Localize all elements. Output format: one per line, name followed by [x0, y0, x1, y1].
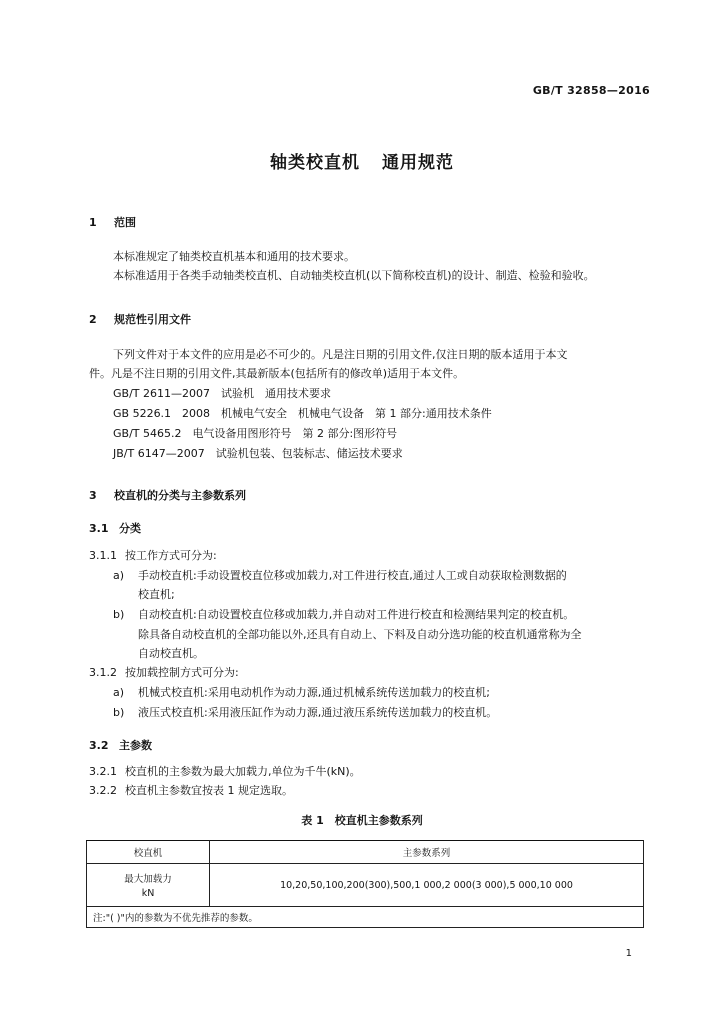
page-number: 1 [625, 948, 632, 959]
table-header-cell: 主参数系列 [210, 841, 644, 864]
row-label-line-1: 最大加载力 [124, 874, 172, 885]
row-values-cell: 10,20,50,100,200(300),500,1 000,2 000(3 000),5 000,10 000 [210, 864, 644, 907]
reference-item: GB 5226.1 2008 机械电气安全 机械电气设备 第 1 部分:通用技术条件 [113, 407, 492, 420]
table-header-cell: 校直机 [87, 841, 210, 864]
list-text: 液压式校直机:采用液压缸作为动力源,通过液压系统传送加载力的校直机。 [138, 706, 498, 719]
list-label: b) [113, 706, 125, 719]
standard-code: GB/T 32858—2016 [532, 84, 650, 97]
normative-paragraph-line-1: 下列文件对于本文件的应用是必不可少的。凡是注日期的引用文件,仅注日期的版本适用于本文 [113, 348, 568, 361]
table-note-row [87, 907, 644, 928]
list-label: a) [113, 569, 125, 582]
section-number: 1 [89, 216, 97, 229]
subsection-3-2-heading [89, 737, 152, 753]
list-label: b) [113, 608, 125, 621]
clause-number: 3.2.2 [89, 784, 117, 797]
table-header-row [87, 841, 644, 864]
clause-number: 3.1.2 [89, 666, 117, 679]
clause-text: 按加载控制方式可分为: [125, 666, 239, 679]
clause-text: 校直机主参数宜按表 1 规定选取。 [125, 784, 293, 797]
section-3-heading [89, 487, 246, 503]
document-title [0, 148, 724, 173]
row-label-line-2: kN [141, 888, 155, 899]
section-title: 范围 [114, 216, 136, 229]
clause-number: 3.1.1 [89, 549, 117, 562]
subsection-number: 3.2 [89, 739, 109, 752]
subsection-title: 主参数 [119, 739, 152, 752]
section-2-heading [89, 311, 191, 327]
list-item-b [113, 606, 574, 623]
section-number: 2 [89, 313, 97, 326]
title-part-1: 轴类校直机 [270, 153, 360, 173]
scope-paragraph-2: 本标准适用于各类手动轴类校直机、自动轴类校直机(以下简称校直机)的设计、制造、检验和验收。 [113, 269, 595, 282]
scope-paragraph-1: 本标准规定了轴类校直机基本和通用的技术要求。 [113, 250, 355, 263]
clause-3-1-2 [89, 664, 239, 681]
main-parameter-table [86, 840, 644, 928]
list-item-a-continued: 校直机; [138, 588, 175, 601]
subsection-title: 分类 [119, 522, 141, 535]
list-text: 机械式校直机:采用电动机作为动力源,通过机械系统传送加载力的校直机; [138, 686, 490, 699]
clause-text: 校直机的主参数为最大加载力,单位为千牛(kN)。 [125, 765, 361, 778]
reference-item: JB/T 6147—2007 试验机包装、包装标志、储运技术要求 [113, 447, 403, 460]
table-note: 注:"( )"内的参数为不优先推荐的参数。 [87, 907, 644, 928]
list-item-a [113, 684, 490, 701]
reference-item: GB/T 5465.2 电气设备用图形符号 第 2 部分:图形符号 [113, 427, 398, 440]
reference-item: GB/T 2611—2007 试验机 通用技术要求 [113, 387, 331, 400]
list-text: 自动校直机:自动设置校直位移或加载力,并自动对工件进行校直和检测结果判定的校直机。 [138, 608, 575, 621]
clause-3-2-1 [89, 763, 361, 780]
list-text: 手动校直机:手动设置校直位移或加载力,对工件进行校直,通过人工或自动获取检测数据的 [138, 569, 567, 582]
clause-3-2-2 [89, 782, 293, 799]
list-item-a [113, 567, 567, 584]
section-title: 规范性引用文件 [114, 313, 191, 326]
row-label-cell [87, 864, 210, 907]
clause-text: 按工作方式可分为: [125, 549, 217, 562]
table-row [87, 864, 644, 907]
section-1-heading [89, 214, 136, 230]
title-part-2: 通用规范 [382, 153, 454, 173]
list-item-b-continued: 自动校直机。 [138, 647, 204, 660]
list-label: a) [113, 686, 125, 699]
subsection-number: 3.1 [89, 522, 109, 535]
section-title: 校直机的分类与主参数系列 [114, 489, 246, 502]
normative-paragraph-line-2: 件。凡是不注日期的引用文件,其最新版本(包括所有的修改单)适用于本文件。 [89, 367, 465, 380]
subsection-3-1-heading [89, 520, 141, 536]
list-item-b [113, 704, 497, 721]
section-number: 3 [89, 489, 97, 502]
table-caption: 表 1 校直机主参数系列 [301, 814, 423, 827]
clause-3-1-1 [89, 547, 217, 564]
clause-number: 3.2.1 [89, 765, 117, 778]
list-item-b-continued: 除具备自动校直机的全部功能以外,还具有自动上、下料及自动分选功能的校直机通常称为全 [138, 628, 582, 641]
